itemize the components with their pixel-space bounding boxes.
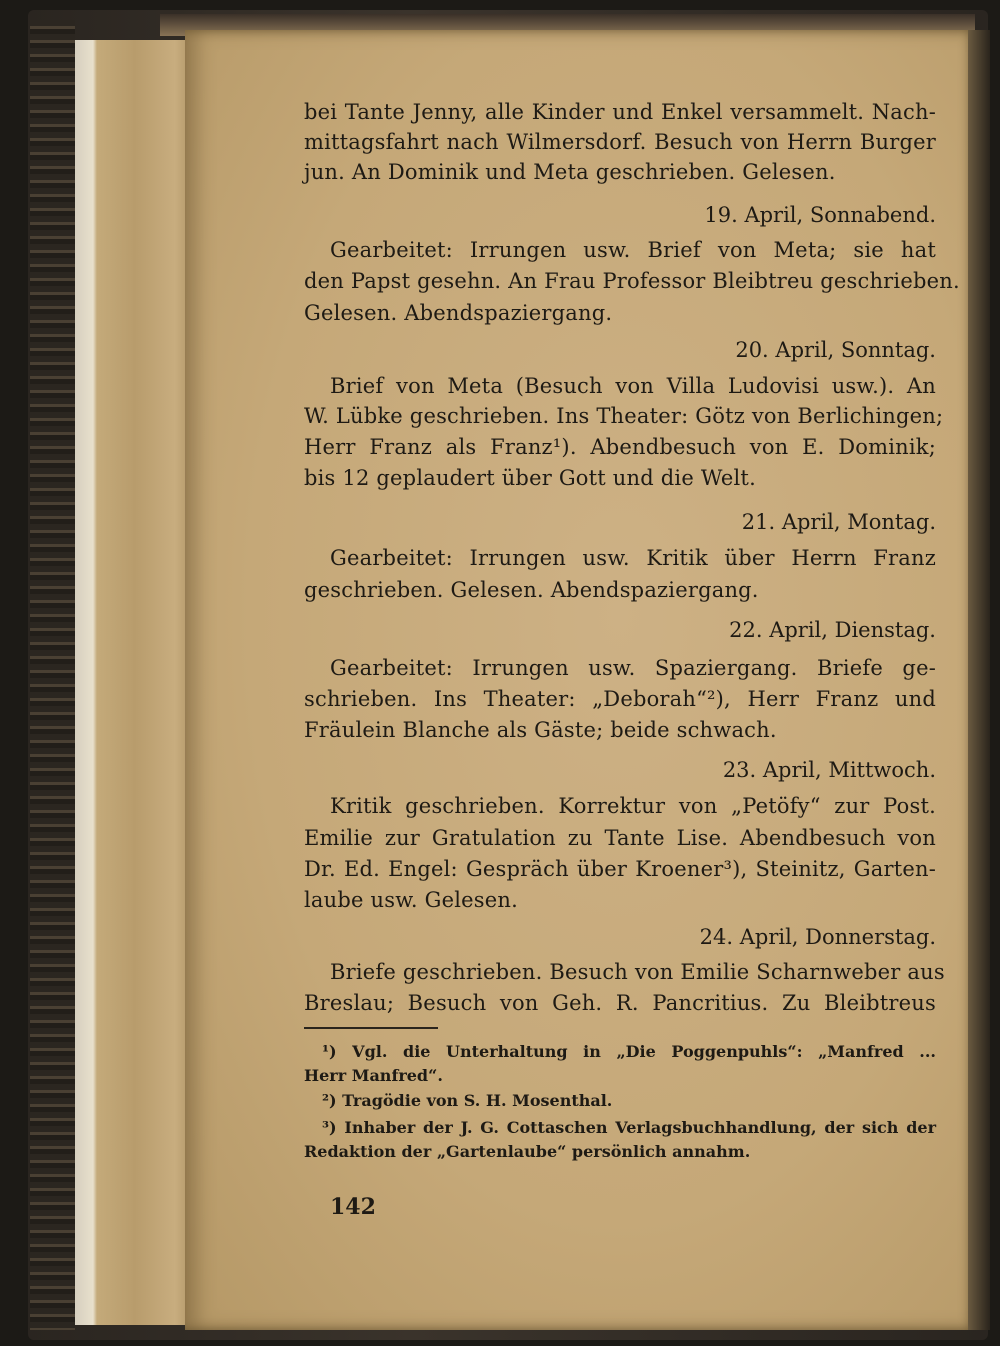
gutter-edge bbox=[968, 30, 990, 1330]
text-line: Kritik geschrieben. Korrektur von „Petöfy“ zur Post. bbox=[330, 794, 936, 818]
entry-date: 23. April, Mittwoch. bbox=[722, 758, 936, 782]
text-line: jun. An Dominik und Meta geschrieben. Gelesen. bbox=[304, 160, 836, 184]
entry-date: 22. April, Dienstag. bbox=[729, 618, 936, 642]
entry-date: 20. April, Sonntag. bbox=[735, 338, 936, 362]
footnote-line: Herr Manfred“. bbox=[304, 1066, 443, 1085]
text-line: Breslau; Besuch von Geh. R. Pancritius. Zu Bleibtreus bbox=[304, 991, 936, 1015]
text-line: Gelesen. Abendspaziergang. bbox=[304, 301, 613, 325]
text-line: Brief von Meta (Besuch von Villa Ludovisi usw.). An bbox=[330, 374, 936, 398]
footnote-line: ³) Inhaber der J. G. Cottaschen Verlagsbuchhandlung, der sich der bbox=[322, 1118, 936, 1137]
text-line: Gearbeitet: Irrungen usw. Spaziergang. Briefe ge- bbox=[330, 656, 936, 680]
text-line: Fräulein Blanche als Gäste; beide schwach. bbox=[304, 718, 777, 742]
footnote-line: ¹) Vgl. die Unterhaltung in „Die Poggenpuhls“: „Manfred ... bbox=[322, 1042, 936, 1061]
page-number: 142 bbox=[330, 1194, 376, 1220]
book-spine bbox=[30, 20, 75, 1330]
text-line: Herr Franz als Franz¹). Abendbesuch von E. Dominik; bbox=[304, 435, 936, 459]
text-line: den Papst gesehn. An Frau Professor Bleibtreu geschrieben. bbox=[304, 269, 960, 293]
text-line: Briefe geschrieben. Besuch von Emilie Scharnweber aus bbox=[330, 960, 945, 984]
text-line: laube usw. Gelesen. bbox=[304, 888, 518, 912]
footnote-line: ²) Tragödie von S. H. Mosenthal. bbox=[322, 1091, 613, 1110]
text-line: bis 12 geplaudert über Gott und die Welt. bbox=[304, 466, 756, 490]
text-line: Gearbeitet: Irrungen usw. Kritik über Herrn Franz bbox=[330, 546, 936, 570]
text-line: schrieben. Ins Theater: „Deborah“²), Herr Franz und bbox=[304, 687, 936, 711]
text-line: geschrieben. Gelesen. Abendspaziergang. bbox=[304, 578, 759, 602]
text-line: Emilie zur Gratulation zu Tante Lise. Abendbesuch von bbox=[304, 826, 936, 850]
footnote-line: Redaktion der „Gartenlaube“ persönlich annahm. bbox=[304, 1142, 751, 1161]
text-line: mittagsfahrt nach Wilmersdorf. Besuch von Herrn Burger bbox=[304, 130, 936, 154]
text-line: bei Tante Jenny, alle Kinder und Enkel versammelt. Nach- bbox=[304, 100, 936, 124]
entry-date: 21. April, Montag. bbox=[741, 510, 936, 534]
text-line: Gearbeitet: Irrungen usw. Brief von Meta; sie hat bbox=[330, 238, 936, 262]
text-line: W. Lübke geschrieben. Ins Theater: Götz von Berlichingen; bbox=[304, 404, 944, 428]
text-line: Dr. Ed. Engel: Gespräch über Kroener³), Steinitz, Garten- bbox=[304, 857, 936, 881]
page-stack bbox=[75, 40, 190, 1325]
entry-date: 24. April, Donnerstag. bbox=[699, 925, 936, 949]
footnote-rule bbox=[304, 1027, 438, 1029]
entry-date: 19. April, Sonnabend. bbox=[704, 203, 936, 227]
